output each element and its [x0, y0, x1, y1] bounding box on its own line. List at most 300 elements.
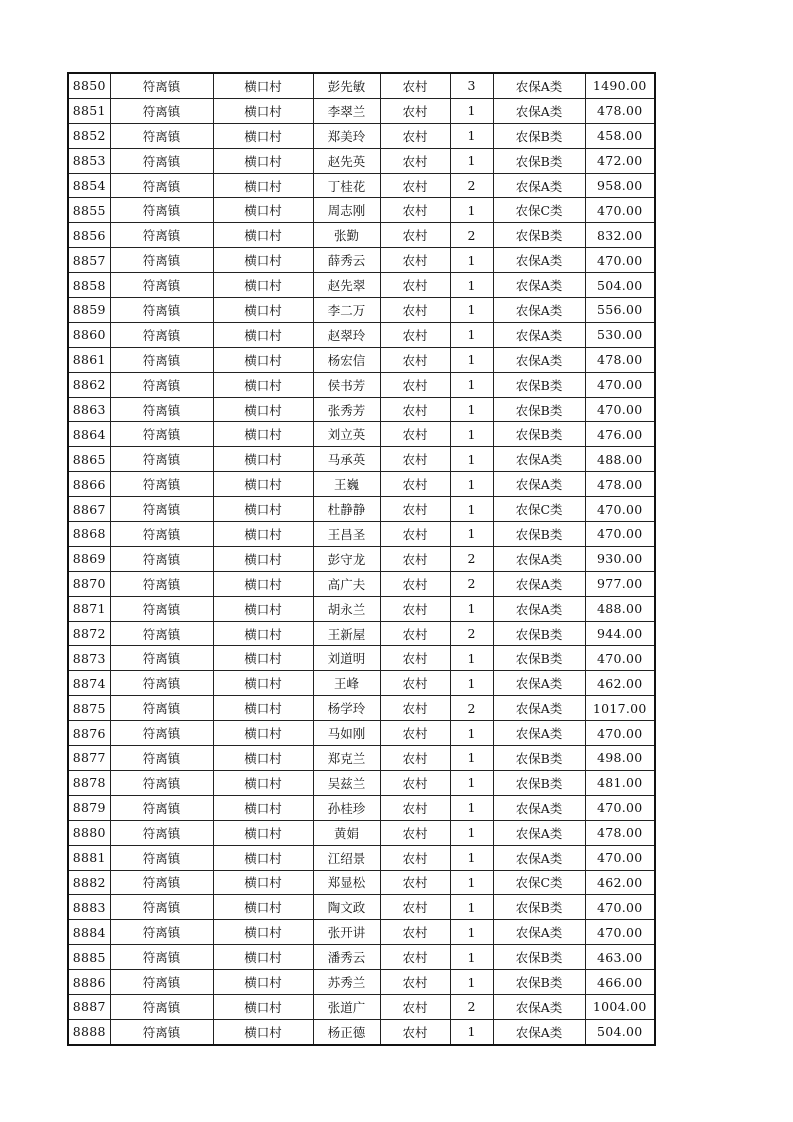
amount-cell: 463.00 [585, 945, 655, 970]
household-type-cell: 农村 [380, 1019, 450, 1044]
town-cell: 符离镇 [110, 248, 213, 273]
table-row [68, 472, 655, 497]
table-row [68, 98, 655, 123]
household-type-cell: 农村 [380, 820, 450, 845]
village-cell: 横口村 [213, 1019, 313, 1044]
household-type-cell: 农村 [380, 895, 450, 920]
table-row [68, 721, 655, 746]
record-number-cell: 8879 [68, 795, 110, 820]
person-name-cell: 赵先翠 [313, 273, 380, 298]
village-cell: 横口村 [213, 198, 313, 223]
record-number-cell: 8869 [68, 546, 110, 571]
amount-cell: 1490.00 [585, 73, 655, 98]
table-row [68, 621, 655, 646]
insurance-category-cell: 农保A类 [493, 671, 585, 696]
household-size-cell: 1 [450, 845, 493, 870]
household-type-cell: 农村 [380, 148, 450, 173]
amount-cell: 470.00 [585, 895, 655, 920]
town-cell: 符离镇 [110, 422, 213, 447]
amount-cell: 977.00 [585, 571, 655, 596]
household-type-cell: 农村 [380, 522, 450, 547]
table-row [68, 920, 655, 945]
village-cell: 横口村 [213, 571, 313, 596]
amount-cell: 470.00 [585, 920, 655, 945]
person-name-cell: 赵翠玲 [313, 322, 380, 347]
table-row [68, 273, 655, 298]
village-cell: 横口村 [213, 123, 313, 148]
amount-cell: 462.00 [585, 870, 655, 895]
person-name-cell: 马如刚 [313, 721, 380, 746]
record-number-cell: 8871 [68, 596, 110, 621]
village-cell: 横口村 [213, 870, 313, 895]
insurance-category-cell: 农保B类 [493, 148, 585, 173]
amount-cell: 470.00 [585, 497, 655, 522]
amount-cell: 470.00 [585, 795, 655, 820]
table-row [68, 945, 655, 970]
household-type-cell: 农村 [380, 98, 450, 123]
amount-cell: 478.00 [585, 347, 655, 372]
village-cell: 横口村 [213, 422, 313, 447]
person-name-cell: 李二万 [313, 298, 380, 323]
record-number-cell: 8864 [68, 422, 110, 447]
household-size-cell: 1 [450, 970, 493, 995]
household-size-cell: 1 [450, 447, 493, 472]
household-size-cell: 1 [450, 671, 493, 696]
village-cell: 横口村 [213, 447, 313, 472]
insurance-category-cell: 农保B类 [493, 372, 585, 397]
town-cell: 符离镇 [110, 73, 213, 98]
amount-cell: 530.00 [585, 322, 655, 347]
household-size-cell: 3 [450, 73, 493, 98]
record-number-cell: 8873 [68, 646, 110, 671]
table-row [68, 845, 655, 870]
village-cell: 横口村 [213, 696, 313, 721]
town-cell: 符离镇 [110, 546, 213, 571]
household-type-cell: 农村 [380, 322, 450, 347]
insurance-category-cell: 农保B类 [493, 895, 585, 920]
household-size-cell: 1 [450, 497, 493, 522]
household-type-cell: 农村 [380, 472, 450, 497]
amount-cell: 488.00 [585, 447, 655, 472]
village-cell: 横口村 [213, 546, 313, 571]
amount-cell: 556.00 [585, 298, 655, 323]
record-number-cell: 8868 [68, 522, 110, 547]
amount-cell: 470.00 [585, 845, 655, 870]
village-cell: 横口村 [213, 596, 313, 621]
town-cell: 符离镇 [110, 372, 213, 397]
insurance-category-cell: 农保B类 [493, 123, 585, 148]
record-number-cell: 8888 [68, 1019, 110, 1044]
record-number-cell: 8863 [68, 397, 110, 422]
insurance-category-cell: 农保C类 [493, 198, 585, 223]
household-size-cell: 2 [450, 223, 493, 248]
village-cell: 横口村 [213, 945, 313, 970]
amount-cell: 488.00 [585, 596, 655, 621]
town-cell: 符离镇 [110, 795, 213, 820]
household-type-cell: 农村 [380, 173, 450, 198]
household-size-cell: 1 [450, 870, 493, 895]
household-size-cell: 1 [450, 322, 493, 347]
record-number-cell: 8887 [68, 994, 110, 1019]
amount-cell: 470.00 [585, 372, 655, 397]
household-size-cell: 1 [450, 123, 493, 148]
person-name-cell: 胡永兰 [313, 596, 380, 621]
person-name-cell: 苏秀兰 [313, 970, 380, 995]
insurance-category-cell: 农保A类 [493, 298, 585, 323]
household-type-cell: 农村 [380, 248, 450, 273]
insurance-category-cell: 农保A类 [493, 994, 585, 1019]
record-number-cell: 8856 [68, 223, 110, 248]
person-name-cell: 张勤 [313, 223, 380, 248]
household-type-cell: 农村 [380, 621, 450, 646]
village-cell: 横口村 [213, 994, 313, 1019]
household-size-cell: 1 [450, 248, 493, 273]
person-name-cell: 张道广 [313, 994, 380, 1019]
table-row [68, 73, 655, 98]
town-cell: 符离镇 [110, 472, 213, 497]
person-name-cell: 李翠兰 [313, 98, 380, 123]
table-row [68, 123, 655, 148]
household-size-cell: 1 [450, 721, 493, 746]
household-size-cell: 1 [450, 522, 493, 547]
household-type-cell: 农村 [380, 795, 450, 820]
person-name-cell: 王昌圣 [313, 522, 380, 547]
record-number-cell: 8874 [68, 671, 110, 696]
household-type-cell: 农村 [380, 671, 450, 696]
person-name-cell: 刘道明 [313, 646, 380, 671]
amount-cell: 481.00 [585, 770, 655, 795]
village-cell: 横口村 [213, 322, 313, 347]
record-number-cell: 8883 [68, 895, 110, 920]
household-size-cell: 2 [450, 546, 493, 571]
insurance-category-cell: 农保A类 [493, 447, 585, 472]
table-row [68, 546, 655, 571]
amount-cell: 1004.00 [585, 994, 655, 1019]
household-type-cell: 农村 [380, 73, 450, 98]
household-type-cell: 农村 [380, 298, 450, 323]
village-cell: 横口村 [213, 646, 313, 671]
household-size-cell: 1 [450, 895, 493, 920]
insurance-category-cell: 农保B类 [493, 397, 585, 422]
record-number-cell: 8886 [68, 970, 110, 995]
amount-cell: 470.00 [585, 248, 655, 273]
insurance-category-cell: 农保A类 [493, 98, 585, 123]
household-size-cell: 1 [450, 820, 493, 845]
person-name-cell: 周志刚 [313, 198, 380, 223]
household-type-cell: 农村 [380, 546, 450, 571]
household-type-cell: 农村 [380, 870, 450, 895]
record-number-cell: 8877 [68, 746, 110, 771]
village-cell: 横口村 [213, 621, 313, 646]
village-cell: 横口村 [213, 73, 313, 98]
household-size-cell: 1 [450, 397, 493, 422]
town-cell: 符离镇 [110, 870, 213, 895]
table-row [68, 646, 655, 671]
village-cell: 横口村 [213, 372, 313, 397]
table-body [68, 73, 655, 1045]
table-row [68, 148, 655, 173]
person-name-cell: 王新屋 [313, 621, 380, 646]
person-name-cell: 马承英 [313, 447, 380, 472]
insurance-category-cell: 农保A类 [493, 248, 585, 273]
table-row [68, 596, 655, 621]
record-number-cell: 8885 [68, 945, 110, 970]
household-type-cell: 农村 [380, 422, 450, 447]
insurance-category-cell: 农保B类 [493, 422, 585, 447]
village-cell: 横口村 [213, 497, 313, 522]
table-row [68, 1019, 655, 1044]
amount-cell: 476.00 [585, 422, 655, 447]
insurance-category-cell: 农保B类 [493, 223, 585, 248]
amount-cell: 478.00 [585, 820, 655, 845]
town-cell: 符离镇 [110, 895, 213, 920]
household-size-cell: 1 [450, 746, 493, 771]
amount-cell: 504.00 [585, 1019, 655, 1044]
household-size-cell: 2 [450, 696, 493, 721]
table-row [68, 571, 655, 596]
household-size-cell: 1 [450, 646, 493, 671]
village-cell: 横口村 [213, 820, 313, 845]
household-size-cell: 2 [450, 621, 493, 646]
insurance-category-cell: 农保A类 [493, 596, 585, 621]
town-cell: 符离镇 [110, 198, 213, 223]
town-cell: 符离镇 [110, 671, 213, 696]
person-name-cell: 王巍 [313, 472, 380, 497]
record-number-cell: 8867 [68, 497, 110, 522]
insurance-category-cell: 农保A类 [493, 73, 585, 98]
town-cell: 符离镇 [110, 347, 213, 372]
record-number-cell: 8854 [68, 173, 110, 198]
table-row [68, 497, 655, 522]
record-number-cell: 8882 [68, 870, 110, 895]
table-row [68, 223, 655, 248]
person-name-cell: 陶文政 [313, 895, 380, 920]
village-cell: 横口村 [213, 721, 313, 746]
record-number-cell: 8860 [68, 322, 110, 347]
amount-cell: 478.00 [585, 472, 655, 497]
household-type-cell: 农村 [380, 447, 450, 472]
person-name-cell: 赵先英 [313, 148, 380, 173]
town-cell: 符离镇 [110, 571, 213, 596]
household-type-cell: 农村 [380, 223, 450, 248]
household-size-cell: 1 [450, 273, 493, 298]
town-cell: 符离镇 [110, 820, 213, 845]
insurance-category-cell: 农保A类 [493, 546, 585, 571]
insurance-category-cell: 农保B类 [493, 621, 585, 646]
insurance-category-cell: 农保A类 [493, 845, 585, 870]
household-type-cell: 农村 [380, 596, 450, 621]
household-size-cell: 1 [450, 422, 493, 447]
record-number-cell: 8876 [68, 721, 110, 746]
household-type-cell: 农村 [380, 920, 450, 945]
person-name-cell: 孙桂珍 [313, 795, 380, 820]
insurance-category-cell: 农保A类 [493, 273, 585, 298]
record-number-cell: 8872 [68, 621, 110, 646]
record-number-cell: 8875 [68, 696, 110, 721]
town-cell: 符离镇 [110, 397, 213, 422]
table-row [68, 198, 655, 223]
person-name-cell: 杨学玲 [313, 696, 380, 721]
amount-cell: 944.00 [585, 621, 655, 646]
table-row [68, 895, 655, 920]
table-row [68, 970, 655, 995]
table-row [68, 746, 655, 771]
table-row [68, 173, 655, 198]
town-cell: 符离镇 [110, 447, 213, 472]
town-cell: 符离镇 [110, 770, 213, 795]
household-size-cell: 1 [450, 298, 493, 323]
insurance-category-cell: 农保A类 [493, 347, 585, 372]
village-cell: 横口村 [213, 273, 313, 298]
table-row [68, 870, 655, 895]
town-cell: 符离镇 [110, 497, 213, 522]
household-type-cell: 农村 [380, 198, 450, 223]
household-size-cell: 1 [450, 148, 493, 173]
village-cell: 横口村 [213, 920, 313, 945]
table-row [68, 347, 655, 372]
record-number-cell: 8870 [68, 571, 110, 596]
record-number-cell: 8852 [68, 123, 110, 148]
town-cell: 符离镇 [110, 298, 213, 323]
town-cell: 符离镇 [110, 273, 213, 298]
insurance-category-cell: 农保C类 [493, 497, 585, 522]
amount-cell: 462.00 [585, 671, 655, 696]
insurance-category-cell: 农保A类 [493, 795, 585, 820]
household-type-cell: 农村 [380, 994, 450, 1019]
household-size-cell: 1 [450, 347, 493, 372]
household-size-cell: 1 [450, 596, 493, 621]
insurance-category-cell: 农保B类 [493, 970, 585, 995]
person-name-cell: 王峰 [313, 671, 380, 696]
village-cell: 横口村 [213, 472, 313, 497]
insurance-category-cell: 农保A类 [493, 1019, 585, 1044]
record-number-cell: 8865 [68, 447, 110, 472]
town-cell: 符离镇 [110, 945, 213, 970]
town-cell: 符离镇 [110, 98, 213, 123]
person-name-cell: 薛秀云 [313, 248, 380, 273]
record-number-cell: 8862 [68, 372, 110, 397]
table-row [68, 795, 655, 820]
person-name-cell: 郑克兰 [313, 746, 380, 771]
household-size-cell: 1 [450, 98, 493, 123]
amount-cell: 466.00 [585, 970, 655, 995]
town-cell: 符离镇 [110, 123, 213, 148]
household-size-cell: 1 [450, 795, 493, 820]
household-size-cell: 1 [450, 198, 493, 223]
town-cell: 符离镇 [110, 696, 213, 721]
table-row [68, 522, 655, 547]
table-row [68, 322, 655, 347]
village-cell: 横口村 [213, 522, 313, 547]
amount-cell: 470.00 [585, 646, 655, 671]
amount-cell: 1017.00 [585, 696, 655, 721]
insurance-category-cell: 农保C类 [493, 870, 585, 895]
village-cell: 横口村 [213, 795, 313, 820]
household-size-cell: 1 [450, 945, 493, 970]
record-number-cell: 8866 [68, 472, 110, 497]
household-size-cell: 1 [450, 372, 493, 397]
household-size-cell: 2 [450, 994, 493, 1019]
household-type-cell: 农村 [380, 497, 450, 522]
amount-cell: 472.00 [585, 148, 655, 173]
table-row [68, 248, 655, 273]
record-number-cell: 8857 [68, 248, 110, 273]
record-number-cell: 8850 [68, 73, 110, 98]
town-cell: 符离镇 [110, 522, 213, 547]
household-type-cell: 农村 [380, 347, 450, 372]
village-cell: 横口村 [213, 223, 313, 248]
household-type-cell: 农村 [380, 372, 450, 397]
person-name-cell: 彭守龙 [313, 546, 380, 571]
amount-cell: 958.00 [585, 173, 655, 198]
household-type-cell: 农村 [380, 696, 450, 721]
town-cell: 符离镇 [110, 970, 213, 995]
town-cell: 符离镇 [110, 148, 213, 173]
household-type-cell: 农村 [380, 770, 450, 795]
table-row [68, 422, 655, 447]
person-name-cell: 杨宏信 [313, 347, 380, 372]
household-type-cell: 农村 [380, 571, 450, 596]
insurance-category-cell: 农保B类 [493, 522, 585, 547]
record-number-cell: 8858 [68, 273, 110, 298]
person-name-cell: 杨正德 [313, 1019, 380, 1044]
village-cell: 横口村 [213, 347, 313, 372]
village-cell: 横口村 [213, 298, 313, 323]
household-type-cell: 农村 [380, 123, 450, 148]
village-cell: 横口村 [213, 671, 313, 696]
household-size-cell: 2 [450, 571, 493, 596]
village-cell: 横口村 [213, 173, 313, 198]
household-type-cell: 农村 [380, 746, 450, 771]
person-name-cell: 郑显松 [313, 870, 380, 895]
village-cell: 横口村 [213, 148, 313, 173]
insurance-category-cell: 农保B类 [493, 945, 585, 970]
insurance-category-cell: 农保A类 [493, 322, 585, 347]
household-type-cell: 农村 [380, 646, 450, 671]
person-name-cell: 江绍景 [313, 845, 380, 870]
table-row [68, 696, 655, 721]
household-type-cell: 农村 [380, 845, 450, 870]
amount-cell: 498.00 [585, 746, 655, 771]
insurance-category-cell: 农保A类 [493, 696, 585, 721]
person-name-cell: 杜静静 [313, 497, 380, 522]
town-cell: 符离镇 [110, 173, 213, 198]
person-name-cell: 彭先敏 [313, 73, 380, 98]
village-cell: 横口村 [213, 970, 313, 995]
amount-cell: 470.00 [585, 397, 655, 422]
record-number-cell: 8880 [68, 820, 110, 845]
town-cell: 符离镇 [110, 596, 213, 621]
record-number-cell: 8878 [68, 770, 110, 795]
record-number-cell: 8855 [68, 198, 110, 223]
table-row [68, 820, 655, 845]
household-size-cell: 2 [450, 173, 493, 198]
town-cell: 符离镇 [110, 621, 213, 646]
insurance-category-cell: 农保A类 [493, 820, 585, 845]
person-name-cell: 张开讲 [313, 920, 380, 945]
table-row [68, 671, 655, 696]
table-row [68, 372, 655, 397]
household-type-cell: 农村 [380, 397, 450, 422]
person-name-cell: 侯书芳 [313, 372, 380, 397]
table-row [68, 994, 655, 1019]
town-cell: 符离镇 [110, 746, 213, 771]
village-cell: 横口村 [213, 397, 313, 422]
insurance-category-cell: 农保A类 [493, 173, 585, 198]
record-number-cell: 8881 [68, 845, 110, 870]
town-cell: 符离镇 [110, 223, 213, 248]
person-name-cell: 黄娟 [313, 820, 380, 845]
